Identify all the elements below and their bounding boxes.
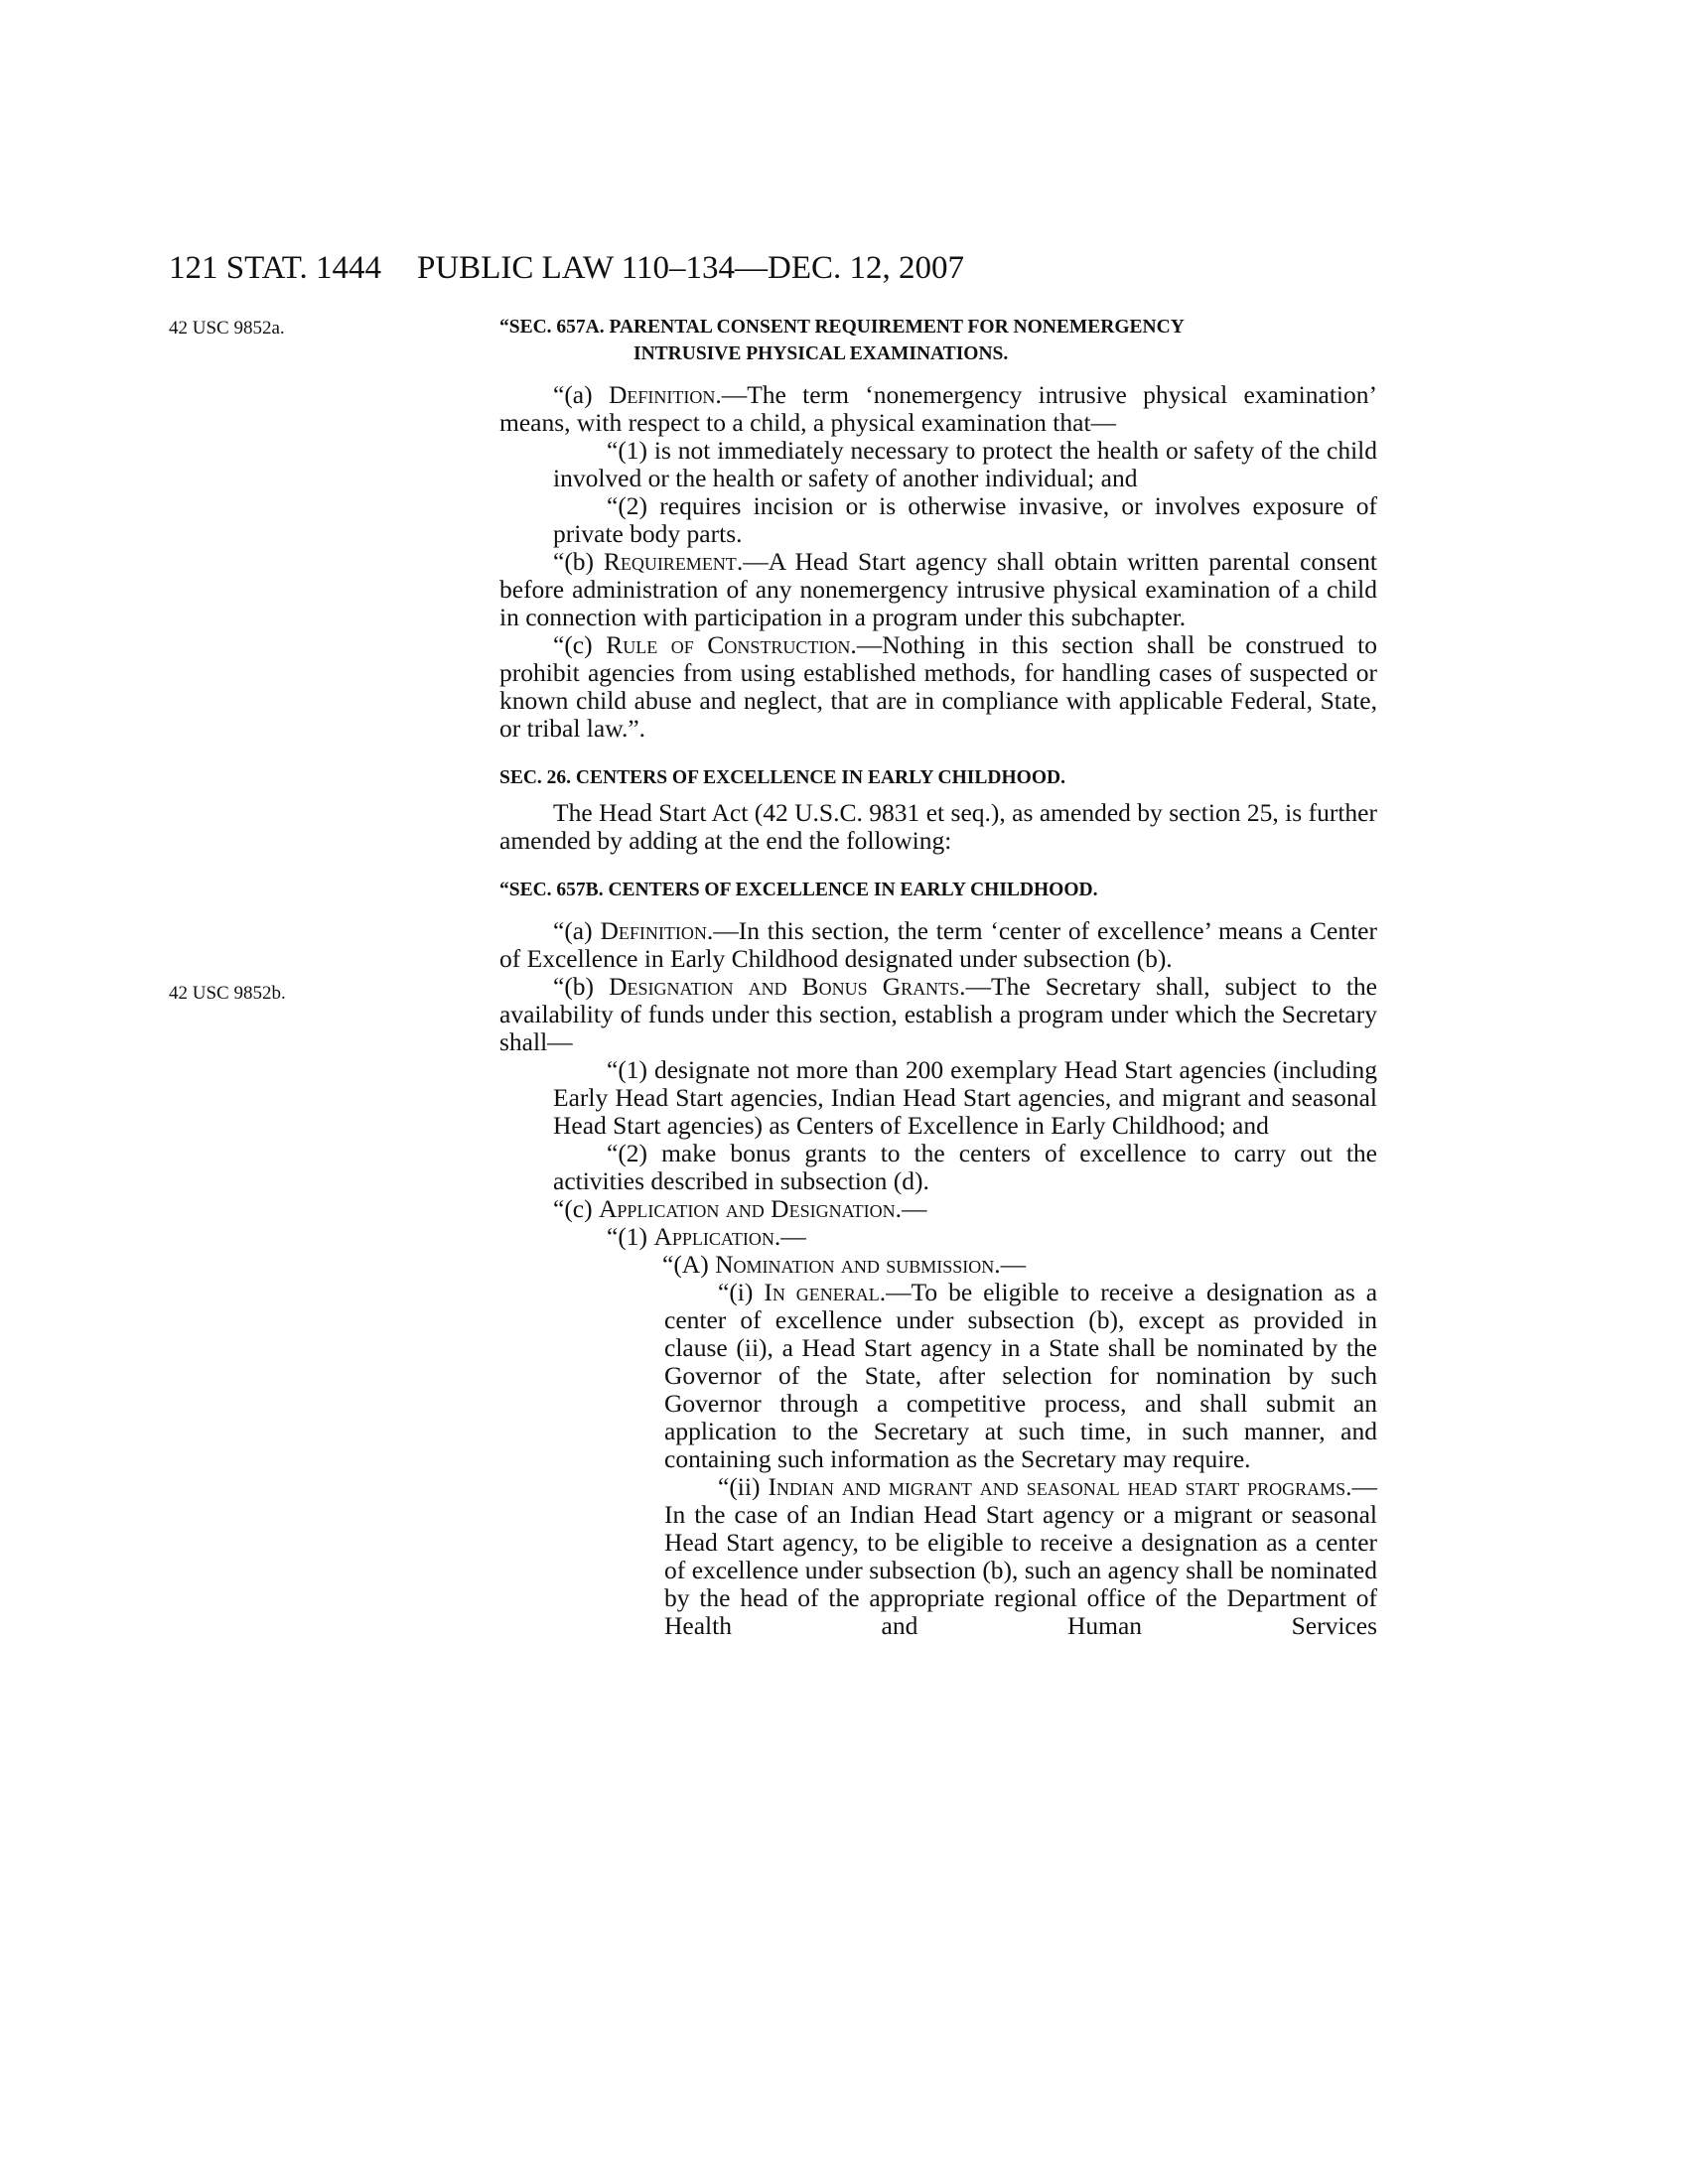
sec-657b-paragraph-c: “(c) Application and Designation.— [553,1194,927,1223]
sec-657b-heading: “SEC. 657B. CENTERS OF EXCELLENCE IN EARLY CHILDHOOD. [499,880,1098,900]
sec-657b-clause-i: “(i) In general.—To be eligible to receive a designation as a center of excellence under subsection (b), except as provided in clause (ii), a Head Start agency in a State shall be nominated by the Governor of the State, after selection for nomination by such Governor through a competitive process, and shall submit an application to the Secretary at such time, in such manner, and containing such information as the Secretary may require. [664,1278,1378,1473]
term-application: Application [653,1222,774,1251]
sec-657a-heading [499,314,1377,367]
sec-657a-clause-1: “(1) is not immediately necessary to protect the health or safety of the child involved or the health or safety of another individual; and [553,436,1377,492]
term-nomination-submission: Nomination and submission [715,1250,995,1279]
term-in-general: In general [764,1278,880,1306]
sec-657b-clause-ii: “(ii) Indian and migrant and seasonal head start programs.—In the case of an Indian Head Start agency or a migrant or seasonal Head Start agency, to be eligible to receive a designation as a center of excellence under subsection (b), such an agency shall be nominated by the head of the appropriate regional office of the Department of Health and Human Services [664,1472,1377,1640]
term-indian-migrant-seasonal: Indian and migrant and seasonal head start programs [768,1472,1346,1501]
sec-657b-cA-heading: “(A) Nomination and submission.— [662,1250,1027,1279]
sec-26-heading: SEC. 26. CENTERS OF EXCELLENCE IN EARLY CHILDHOOD. [499,767,1065,788]
sec-657b-clause-2: “(2) make bonus grants to the centers of excellence to carry out the activities described in subsection (d). [553,1139,1377,1195]
term-designation-bonus-grants: Designation and Bonus Grants [609,972,960,1001]
margin-note-9852a: 42 USC 9852a. [169,318,285,339]
term-definition: Definition [600,916,707,945]
term-requirement: Requirement [603,547,737,576]
sec-657a-paragraph-a: “(a) Definition.—The term ‘nonemergency intrusive physical examination’ means, with respect to a child, a physical examination that— [499,380,1377,437]
sec-657b-paragraph-b: “(b) Designation and Bonus Grants.—The Secretary shall, subject to the availability of funds under this section, establish a program under which the Secretary shall— [499,972,1378,1056]
sec-657b-c1-heading: “(1) Application.— [607,1222,806,1251]
sec-657b-clause-1: “(1) designate not more than 200 exemplary Head Start agencies (including Early Head Start agencies, Indian Head Start agencies, and migrant and seasonal Head Start agencies) as Centers of Excellence in Early Childhood; and [553,1055,1377,1140]
document-body [499,314,1377,1668]
sec-657a-heading-line2: INTRUSIVE PHYSICAL EXAMINATIONS. [633,343,1009,364]
sec-657a-paragraph-b: “(b) Requirement.—A Head Start agency shall obtain written parental consent before administration of any nonemergency intrusive physical examination of a child in connection with participation in a program under this subchapter. [499,547,1377,631]
term-application-designation: Application and Designation [599,1194,896,1223]
term-definition: Definition [608,380,716,409]
page-header [169,246,1360,290]
sec-657a-heading-line1: “SEC. 657A. PARENTAL CONSENT REQUIREMENT FOR NONEMERGENCY [499,317,1185,338]
sec-657a-paragraph-c: “(c) Rule of Construction.—Nothing in this section shall be construed to prohibit agencies from using established methods, for handling cases of suspected or known child abuse and neglect, that are in compliance with applicable Federal, State, or tribal law.”. [499,630,1377,743]
term-rule-of-construction: Rule of Construction [606,630,851,659]
sec-26-text: The Head Start Act (42 U.S.C. 9831 et seq.), as amended by section 25, is further amended by adding at the end the following: [499,798,1377,855]
sec-657a-clause-2: “(2) requires incision or is otherwise invasive, or involves exposure of private body parts. [553,491,1377,548]
sec-657b-paragraph-a: “(a) Definition.—In this section, the term ‘center of excellence’ means a Center of Excellence in Early Childhood designated under subsection (b). [499,916,1377,973]
public-law-title: PUBLIC LAW 110–134—DEC. 12, 2007 [417,250,965,286]
margin-note-9852b: 42 USC 9852b. [169,983,286,1004]
statute-page-number: 121 STAT. 1444 [169,250,382,286]
